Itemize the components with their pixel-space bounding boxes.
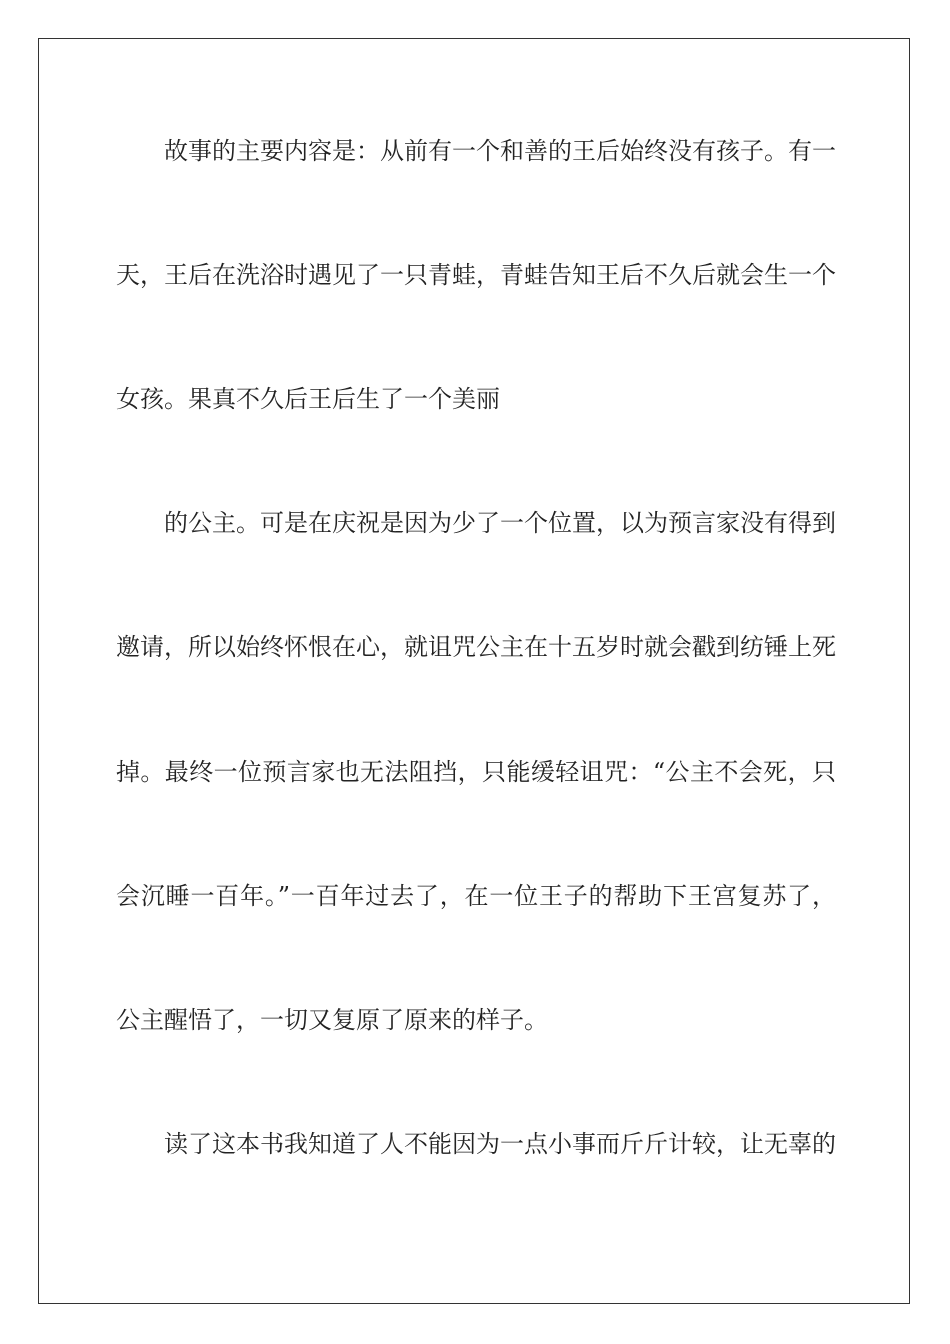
text-line-6: 掉。最终一位预言家也无法阻挡，只能缓轻诅咒：“公主不会死，只 bbox=[116, 758, 836, 786]
page-border bbox=[38, 38, 910, 1304]
text-line-9: 读了这本书我知道了人不能因为一点小事而斤斤计较，让无辜的 bbox=[164, 1130, 836, 1158]
text-line-5: 邀请，所以始终怀恨在心，就诅咒公主在十五岁时就会戳到纺锤上死 bbox=[116, 633, 836, 661]
text-line-3: 女孩。果真不久后王后生了一个美丽 bbox=[116, 385, 500, 413]
text-line-1: 故事的主要内容是：从前有一个和善的王后始终没有孩子。有一 bbox=[164, 137, 836, 165]
text-line-7: 会沉睡一百年。”一百年过去了，在一位王子的帮助下王宫复苏了， bbox=[116, 882, 836, 910]
text-line-4: 的公主。可是在庆祝是因为少了一个位置，以为预言家没有得到 bbox=[164, 509, 836, 537]
text-line-8: 公主醒悟了，一切又复原了原来的样子。 bbox=[116, 1006, 548, 1034]
text-line-2: 天，王后在洗浴时遇见了一只青蛙，青蛙告知王后不久后就会生一个 bbox=[116, 261, 836, 289]
